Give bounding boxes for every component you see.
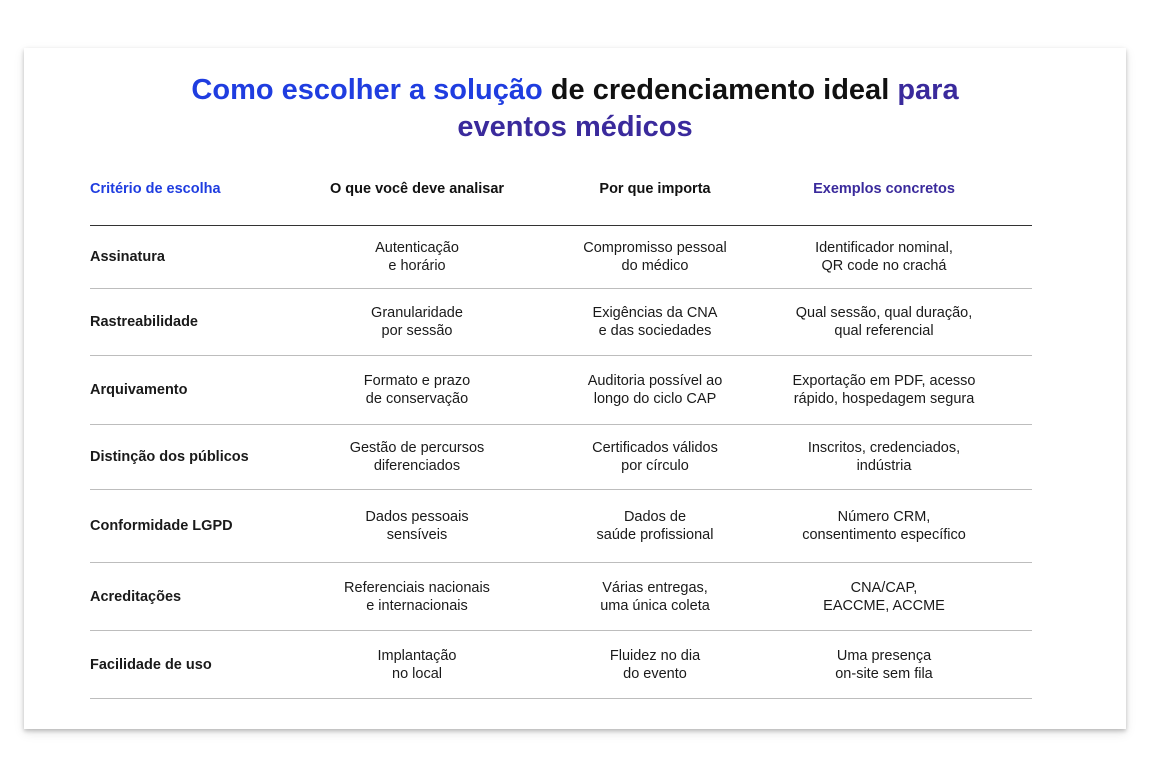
row-example: Inscritos, credenciados, indústria (807, 440, 961, 474)
header-analisar: O que você deve analisar (329, 181, 505, 197)
row-analysis: Dados pessoais sensíveis (365, 509, 469, 543)
table-row (90, 631, 1032, 699)
row-criterion: Rastreabilidade (90, 314, 198, 330)
row-reason: Exigências da CNA e das sociedades (592, 305, 718, 339)
row-example: Qual sessão, qual duração, qual referencial (795, 305, 973, 339)
row-reason: Certificados válidos por círculo (592, 440, 718, 474)
table-row (90, 356, 1032, 425)
title-middle: de credenciamento ideal (542, 74, 898, 106)
row-example: CNA/CAP, EACCME, ACCME (823, 579, 945, 614)
table-row (90, 563, 1032, 631)
row-example: Exportação em PDF, acesso rápido, hospedagem segura (792, 373, 976, 407)
page-title (24, 72, 1126, 146)
row-criterion: Conformidade LGPD (90, 518, 233, 534)
table-row (90, 425, 1032, 490)
table-row (90, 226, 1032, 289)
comparison-table (90, 168, 1032, 699)
title-highlight-blue: Como escolher a solução (191, 74, 543, 106)
table-row (90, 289, 1032, 356)
row-reason: Compromisso pessoal do médico (583, 240, 727, 274)
header-importa: Por que importa (599, 181, 711, 197)
row-criterion: Facilidade de uso (90, 656, 212, 673)
table-row (90, 490, 1032, 563)
row-analysis: Implantação no local (377, 647, 457, 682)
row-analysis: Referenciais nacionais e internacionais (344, 579, 490, 614)
row-criterion: Distinção dos públicos (90, 449, 249, 465)
table-header (90, 168, 1032, 226)
header-criterio: Critério de escolha (90, 181, 221, 197)
row-analysis: Granularidade por sessão (371, 305, 463, 339)
row-analysis: Gestão de percursos diferenciados (349, 440, 485, 474)
row-example: Número CRM, consentimento específico (802, 509, 966, 543)
row-reason: Auditoria possível ao longo do ciclo CAP (587, 373, 723, 407)
title-highlight-purple: para (897, 74, 959, 106)
infographic-card (24, 48, 1126, 729)
row-reason: Dados de saúde profissional (596, 509, 714, 543)
title-line-2: eventos médicos (457, 111, 693, 143)
row-criterion: Arquivamento (90, 382, 188, 398)
row-reason: Várias entregas, uma única coleta (600, 579, 710, 614)
row-example: Uma presença on-site sem fila (835, 647, 933, 682)
row-criterion: Assinatura (90, 249, 165, 265)
row-example: Identificador nominal, QR code no crachá (815, 240, 953, 274)
row-analysis: Formato e prazo de conservação (363, 373, 471, 407)
row-criterion: Acreditações (90, 588, 182, 605)
header-exemplos: Exemplos concretos (813, 181, 955, 197)
row-reason: Fluidez no dia do evento (609, 647, 701, 682)
row-analysis: Autenticação e horário (375, 240, 459, 274)
